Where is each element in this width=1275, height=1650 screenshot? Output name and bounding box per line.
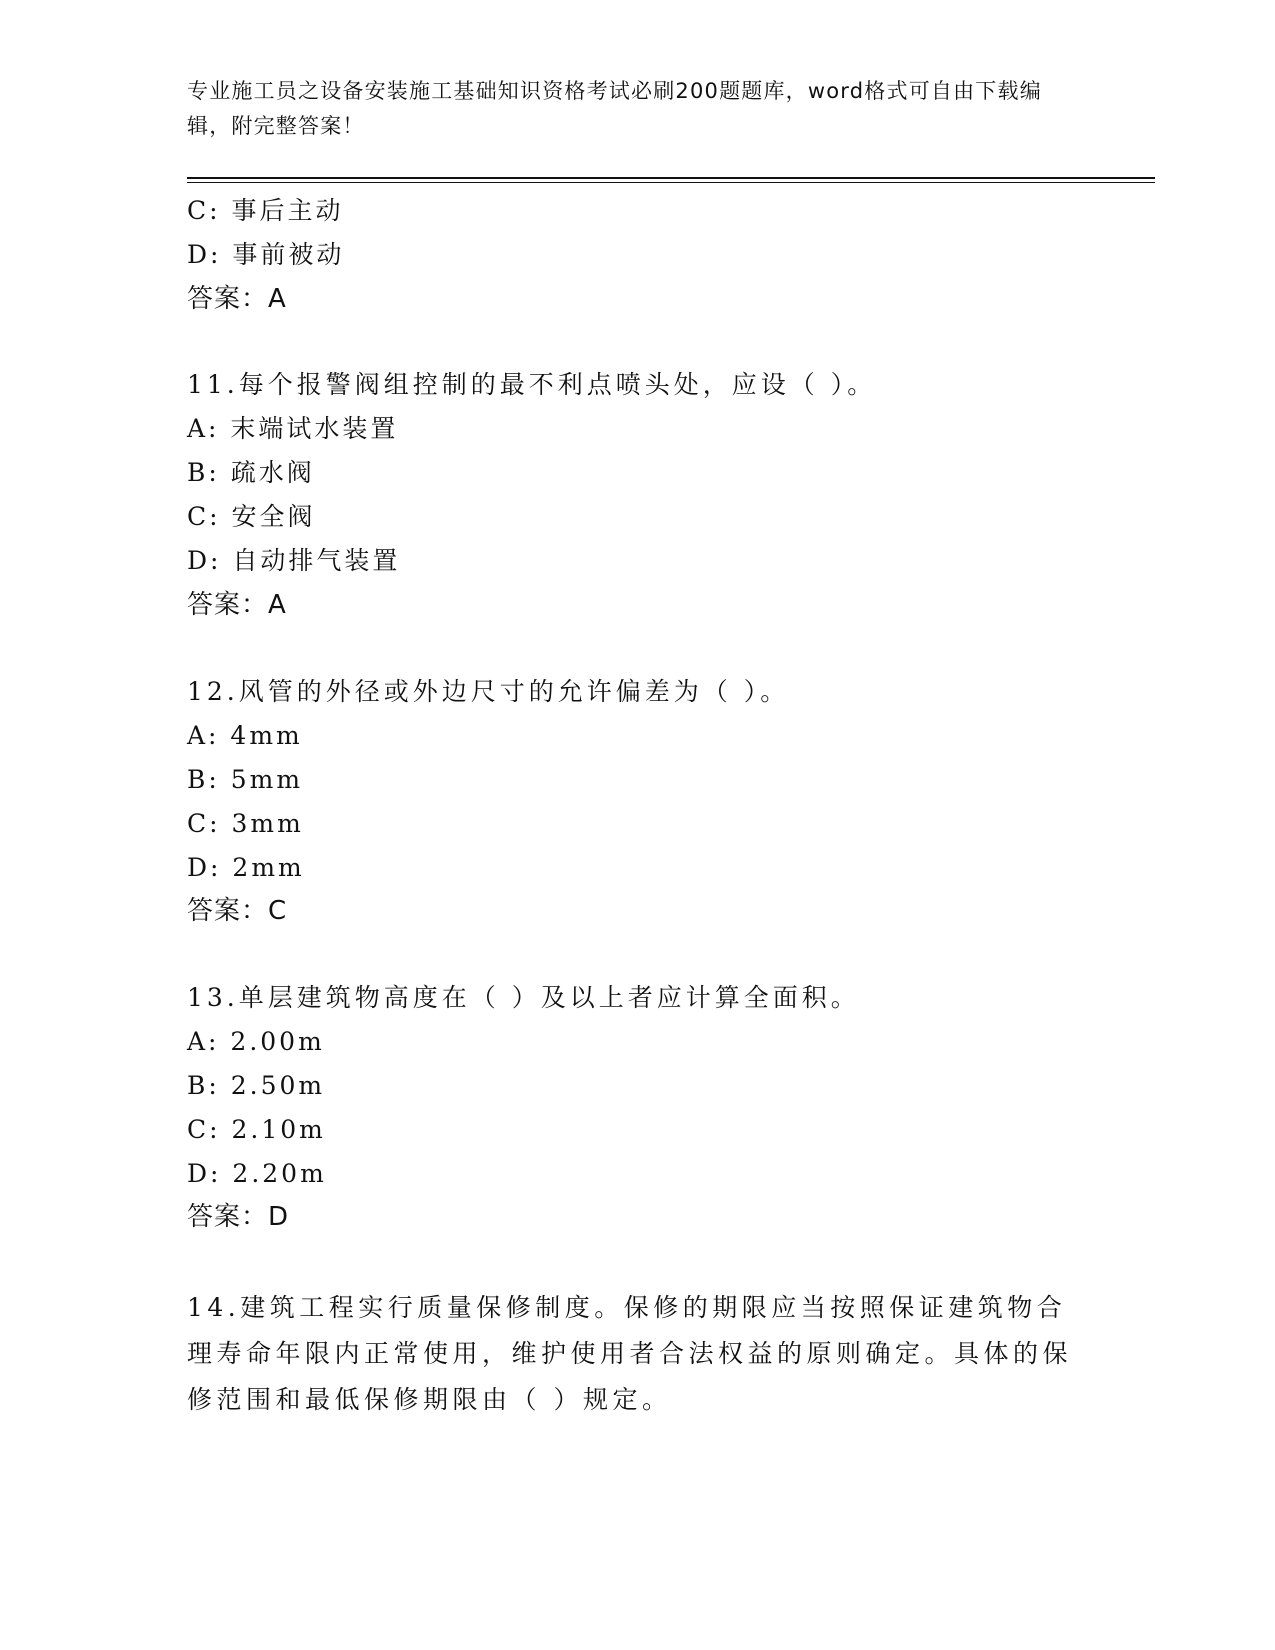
question-11-option-b: B: 疏水阀 bbox=[187, 458, 315, 487]
question-11-stem: 11.每个报警阀组控制的最不利点喷头处，应设（ ）。 bbox=[187, 370, 877, 399]
question-12-option-d: D: 2mm bbox=[187, 853, 305, 882]
question-12-option-c: C: 3mm bbox=[187, 809, 304, 838]
document-header: 专业施工员之设备安装施工基础知识资格考试必刷200题题库，word格式可自由下载编辑，附完整答案！ bbox=[187, 79, 1042, 138]
question-12-stem: 12.风管的外径或外边尺寸的允许偏差为（ ）。 bbox=[187, 677, 790, 706]
prev-answer: 答案：A bbox=[187, 284, 287, 314]
question-12-answer: 答案：C bbox=[187, 896, 288, 926]
question-12-option-a: A: 4mm bbox=[187, 721, 303, 750]
prev-option-c: C: 事后主动 bbox=[187, 196, 344, 225]
header-rule-thick bbox=[187, 177, 1155, 179]
question-12-option-b: B: 5mm bbox=[187, 765, 304, 794]
question-13-option-a: A: 2.00m bbox=[187, 1027, 325, 1056]
question-11-answer: 答案：A bbox=[187, 590, 287, 620]
header-rule-thin bbox=[187, 182, 1155, 183]
question-11-option-d: D: 自动排气装置 bbox=[187, 546, 401, 575]
prev-option-d: D: 事前被动 bbox=[187, 240, 345, 269]
question-13-answer: 答案：D bbox=[187, 1202, 290, 1232]
question-11-option-c: C: 安全阀 bbox=[187, 502, 316, 531]
question-11-option-a: A: 末端试水装置 bbox=[187, 414, 399, 443]
question-14-stem: 14.建筑工程实行质量保修制度。保修的期限应当按照保证建筑物合理寿命年限内正常使用，维护使用者合法权益的原则确定。具体的保修范围和最低保修期限由（ ）规定。 bbox=[187, 1293, 1073, 1414]
question-13-option-b: B: 2.50m bbox=[187, 1071, 326, 1100]
question-13-stem: 13.单层建筑物高度在（ ）及以上者应计算全面积。 bbox=[187, 983, 860, 1012]
question-13-option-d: D: 2.20m bbox=[187, 1159, 327, 1188]
question-13-option-c: C: 2.10m bbox=[187, 1115, 326, 1144]
